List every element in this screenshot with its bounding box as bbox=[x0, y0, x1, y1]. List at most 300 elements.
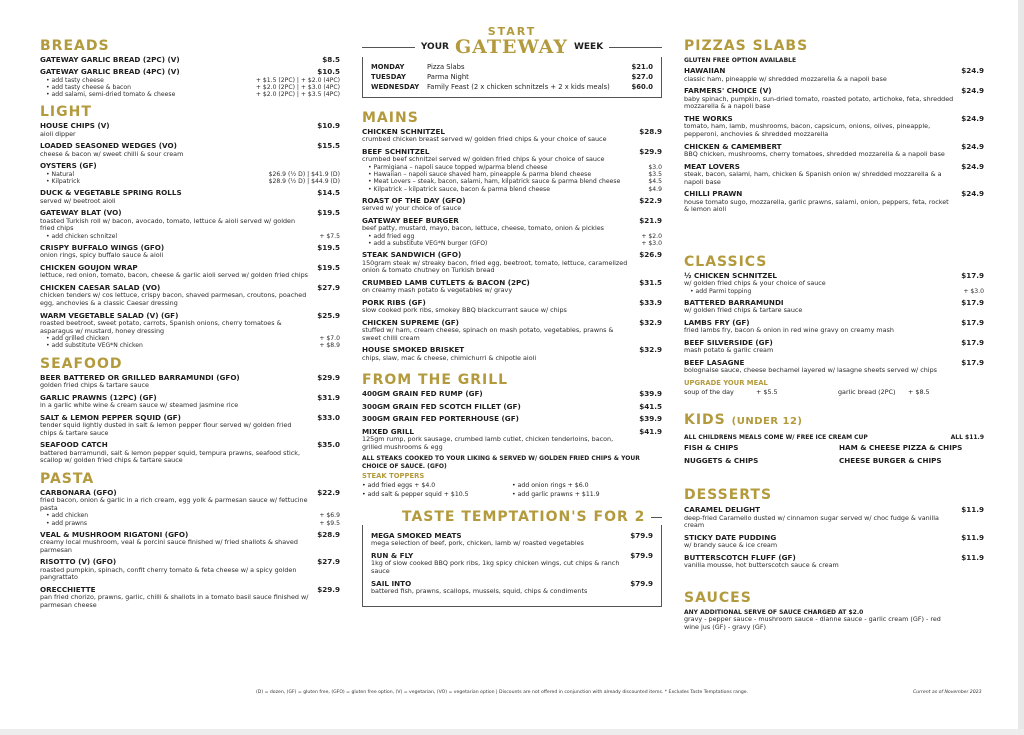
menu-item-name: MEGA SMOKED MEATS bbox=[371, 531, 462, 541]
week-your-label: YOUR bbox=[420, 42, 449, 52]
menu-item-name: BEER BATTERED OR GRILLED BARRAMUNDI (GFO) bbox=[40, 372, 240, 382]
menu-item-name: DUCK & VEGETABLE SPRING ROLLS bbox=[40, 188, 182, 198]
menu-item-row bbox=[362, 415, 662, 423]
menu-item-name: ½ CHICKEN SCHNITZEL bbox=[684, 270, 777, 280]
addon-bullet: • bbox=[368, 164, 374, 171]
menu-item-addon bbox=[40, 342, 340, 349]
addon-price: $3.0 bbox=[648, 164, 662, 171]
menu-item-name: SAIL INTO bbox=[371, 578, 412, 588]
menu-item-name: CHICKEN CAESAR SALAD (VO) bbox=[40, 283, 161, 293]
menu-item-description: served w/ beetroot aioli bbox=[40, 196, 116, 205]
menu-item-description: creamy local mushroom, veal & porcini sauce finished w/ fried shallots & shaved parmesan bbox=[40, 538, 298, 554]
menu-item bbox=[362, 299, 662, 315]
left-column bbox=[40, 38, 340, 614]
mains-heading: MAINS bbox=[362, 110, 419, 126]
menu-item bbox=[40, 162, 340, 185]
menu-item bbox=[40, 489, 340, 527]
menu-item bbox=[684, 87, 984, 111]
menu-item-price: $14.5 bbox=[317, 188, 340, 198]
pizzas-heading: PIZZAS SLABS bbox=[684, 38, 809, 54]
right-column bbox=[684, 38, 984, 631]
addon-label: add chicken bbox=[51, 512, 89, 520]
menu-item bbox=[684, 163, 984, 187]
addon-price: + $1.5 (2PC) | + $2.0 (4PC) bbox=[255, 76, 340, 84]
upgrade-row bbox=[684, 388, 984, 396]
menu-item-price: $32.9 bbox=[639, 317, 662, 327]
menu-item-name: GATEWAY BEEF BURGER bbox=[362, 215, 459, 225]
menu-item-price: $11.9 bbox=[961, 505, 984, 515]
addon-bullet: • bbox=[46, 178, 52, 186]
addon-price: $26.9 (½ D) | $41.9 (D) bbox=[268, 170, 340, 178]
addon-label: add Parmi topping bbox=[695, 287, 752, 295]
menu-item-description: beef patty, mustard, mayo, bacon, lettuce, cheese, tomato, onion & pickles bbox=[362, 224, 604, 233]
menu-item bbox=[684, 534, 984, 550]
addon-price: + $8.9 bbox=[319, 342, 340, 350]
week-special-day: MONDAY bbox=[371, 63, 405, 71]
addon-label: Hawaiian – napoli sauce shaved ham, pineapple & parma blend cheese bbox=[373, 171, 592, 179]
week-gateway-label: GATEWAY bbox=[454, 36, 568, 58]
menu-item-description: w/ golden fried chips & your choice of sauce bbox=[684, 279, 826, 288]
pizzas-list bbox=[684, 67, 984, 213]
addon-bullet: • bbox=[46, 342, 52, 350]
taste-list bbox=[371, 532, 653, 596]
week-special-day: TUESDAY bbox=[371, 73, 406, 81]
menu-item bbox=[362, 251, 662, 275]
menu-item-price: $17.9 bbox=[961, 270, 984, 280]
pasta-heading: PASTA bbox=[40, 470, 95, 487]
menu-item-price: $27.9 bbox=[317, 557, 340, 567]
menu-item-description: toasted Turkish roll w/ bacon, avocado, tomato, lettuce & aioli served w/ golden fried chips bbox=[40, 216, 296, 233]
sauces-text: gravy - pepper sauce - mushroom sauce - dianne sauce - garlic cream (GF) - red wine jus (GF) - gravy (GF) bbox=[684, 615, 941, 631]
menu-item-price: $39.9 bbox=[639, 389, 662, 399]
menu-item-name: ROAST OF THE DAY (GFO) bbox=[362, 195, 466, 205]
menu-item-name: 300GM GRAIN FED PORTERHOUSE (GF) bbox=[362, 414, 519, 424]
menu-item-price: $27.9 bbox=[317, 283, 340, 293]
menu-item bbox=[40, 244, 340, 260]
menu-item-addon bbox=[40, 335, 340, 342]
menu-item-price: $79.9 bbox=[630, 531, 653, 541]
menu-item-price: $22.9 bbox=[639, 195, 662, 205]
addon-left bbox=[46, 520, 87, 527]
menu-item-description: onion rings, spicy buffalo sauce & aioli bbox=[40, 251, 164, 260]
menu-item-addon bbox=[40, 77, 340, 84]
addon-price: + $7.5 bbox=[319, 232, 340, 240]
grill-list bbox=[362, 390, 662, 451]
menu-item-price: $24.9 bbox=[961, 141, 984, 151]
desserts-list bbox=[684, 506, 984, 570]
menu-item bbox=[684, 67, 984, 83]
addon-left bbox=[368, 171, 591, 178]
menu-item-row bbox=[40, 122, 340, 130]
addon-label: add salami, semi-dried tomato & cheese bbox=[51, 91, 176, 99]
menu-item bbox=[40, 264, 340, 280]
menu-item bbox=[40, 122, 340, 138]
addon-price: + $3.0 bbox=[963, 287, 984, 295]
steak-topper-item: • add garlic prawns + $11.9 bbox=[512, 491, 600, 499]
taste-section bbox=[362, 509, 662, 607]
seafood-list bbox=[40, 374, 340, 465]
steak-topper-item: • add onion rings + $6.0 bbox=[512, 482, 589, 490]
week-title bbox=[362, 37, 662, 57]
menu-item-price: $19.5 bbox=[317, 243, 340, 253]
addon-bullet: • bbox=[46, 170, 52, 178]
week-special-row bbox=[371, 62, 653, 72]
addon-left bbox=[690, 288, 751, 295]
menu-item-addon bbox=[362, 171, 662, 178]
kids-note: ALL CHILDRENS MEALS COME W/ FREE ICE CREAM CUP bbox=[684, 433, 868, 441]
upgrade-soup-price: + $5.5 bbox=[756, 387, 778, 396]
menu-item-price: $19.5 bbox=[317, 263, 340, 273]
breads-heading: BREADS bbox=[40, 38, 110, 54]
menu-item-price: $33.9 bbox=[639, 297, 662, 307]
menu-item-description: classic ham, pineapple w/ shredded mozzarella & a napoli base bbox=[684, 74, 887, 83]
menu-item-name: CARBONARA (GFO) bbox=[40, 487, 117, 497]
steak-toppers-col-2 bbox=[512, 481, 662, 499]
menu-item-description: steak, bacon, salami, ham, chicken & Spanish onion w/ shredded mozzarella & a napoli base bbox=[684, 170, 942, 186]
addon-price: + $9.5 bbox=[319, 519, 340, 527]
menu-item bbox=[684, 359, 984, 375]
menu-item-name: CHICKEN SCHNITZEL bbox=[362, 127, 445, 136]
taste-title-row bbox=[362, 509, 662, 525]
kids-title: KIDS bbox=[684, 411, 726, 428]
menu-item-description: roasted beetroot, sweet potato, carrots, Spanish onions, cherry tomatoes & asparagus w/ mustard, honey dressing bbox=[40, 319, 282, 335]
menu-item-addon bbox=[362, 178, 662, 185]
menu-item-price: $25.9 bbox=[317, 310, 340, 320]
kids-heading bbox=[684, 412, 984, 430]
page-edge-bottom bbox=[0, 729, 1024, 735]
menu-item-name: CHILLI PRAWN bbox=[684, 189, 743, 199]
addon-price: $28.9 (½ D) | $44.9 (D) bbox=[268, 178, 340, 186]
addon-price: $4.5 bbox=[648, 178, 662, 186]
menu-item-name: GATEWAY GARLIC BREAD (2PC) (V) bbox=[40, 55, 180, 64]
addon-price: $4.9 bbox=[648, 185, 662, 193]
menu-item-description: mash potato & garlic cream bbox=[684, 346, 774, 355]
page-edge-right bbox=[1018, 0, 1024, 735]
classics-list bbox=[684, 272, 984, 375]
menu-item bbox=[371, 552, 653, 576]
addon-left bbox=[46, 171, 74, 178]
upgrade-soup: soup of the day bbox=[684, 387, 734, 396]
menu-item-name: SEAFOOD CATCH bbox=[40, 440, 108, 450]
menu-item-price: $32.9 bbox=[639, 345, 662, 355]
addon-bullet: • bbox=[368, 178, 374, 186]
week-specials-rows bbox=[371, 62, 653, 92]
desserts-heading: DESSERTS bbox=[684, 487, 773, 504]
menu-item bbox=[684, 319, 984, 335]
menu-item bbox=[362, 415, 662, 423]
menu-item-description: tender squid lightly dusted in salt & lemon pepper flour served w/ golden fried chips & tartare sauce bbox=[40, 421, 292, 437]
addon-price: + $7.0 bbox=[319, 335, 340, 343]
menu-item-description: chicken tenders w/ cos lettuce, crispy bacon, shaved parmesan, croutons, poached egg, anchovies & a classic Caesar dressing bbox=[40, 291, 307, 308]
steak-topper-item: • add salt & pepper squid + $10.5 bbox=[362, 491, 469, 499]
menu-item-price: $39.9 bbox=[639, 414, 662, 424]
upgrade-heading: UPGRADE YOUR MEAL bbox=[684, 378, 768, 387]
grill-heading: FROM THE GRILL bbox=[362, 372, 509, 389]
week-start-label: START bbox=[487, 25, 537, 38]
menu-item-name: SALT & LEMON PEPPER SQUID (GF) bbox=[40, 412, 181, 422]
addon-left bbox=[46, 178, 80, 185]
menu-item-addon bbox=[362, 186, 662, 193]
addon-label: Meat Lovers – steak, bacon, salami, ham, kilpatrick sauce & parma blend cheese bbox=[373, 178, 621, 186]
menu-item-price: $41.9 bbox=[639, 426, 662, 436]
menu-item bbox=[40, 586, 340, 610]
menu-item-description: aioli dipper bbox=[40, 129, 76, 138]
menu-item bbox=[684, 115, 984, 139]
kids-item: CHEESE BURGER & CHIPS bbox=[839, 455, 942, 465]
menu-item-price: $33.0 bbox=[317, 412, 340, 422]
menu-item bbox=[40, 56, 340, 64]
week-title-rule-right bbox=[609, 47, 662, 48]
taste-title-rule bbox=[651, 517, 662, 518]
menu-item-name: GARLIC PRAWNS (12PC) (GF) bbox=[40, 392, 157, 402]
menu-item bbox=[684, 272, 984, 295]
menu-item-name: BEEF SILVERSIDE (GF) bbox=[684, 337, 773, 347]
week-title-rule-left bbox=[362, 47, 415, 48]
menu-item-price: $11.9 bbox=[961, 552, 984, 562]
addon-label: Parmigiana – napoli sauce topped w/parma blend cheese bbox=[373, 164, 548, 171]
menu-item-addon bbox=[40, 233, 340, 240]
menu-item-description: fried bacon, onion & garlic in a rich cream, egg yolk & parmesan sauce w/ fettucine pasta bbox=[40, 496, 308, 512]
kids-item: FISH & CHIPS bbox=[684, 443, 739, 453]
addon-label: add prawns bbox=[51, 519, 88, 527]
menu-item-row bbox=[40, 68, 340, 76]
menu-item-description: golden fried chips & tartare sauce bbox=[40, 381, 149, 390]
addon-left bbox=[46, 84, 131, 91]
menu-item-description: roasted pumpkin, spinach, confit cherry tomato & feta cheese w/ a spicy golden pangrattato bbox=[40, 565, 297, 582]
menu-item-name: THE WORKS bbox=[684, 114, 733, 123]
menu-item-price: $29.9 bbox=[639, 147, 662, 156]
menu-item-description: tomato, ham, lamb, mushrooms, bacon, capsicum, onions, olives, pineapple, pepperoni, anchovies & shredded mozzarella bbox=[684, 122, 931, 138]
addon-price: + $6.9 bbox=[319, 512, 340, 520]
menu-item-name: HAWAIIAN bbox=[684, 66, 726, 76]
menu-item-description: in a garlic white wine & cream sauce w/ steamed jasmine rice bbox=[40, 401, 239, 410]
menu-item-price: $15.5 bbox=[317, 141, 340, 151]
addon-label: Kilpatrick – kilpatrick sauce, bacon & parma blend cheese bbox=[373, 185, 550, 193]
breads-list bbox=[40, 56, 340, 98]
menu-item bbox=[40, 312, 340, 350]
addon-left bbox=[368, 233, 414, 240]
menu-item-description: battered barramundi, salt & lemon pepper squid, tempura prawns, seafood stick, scallop w/ golden fried chips & tartare sauce bbox=[40, 448, 300, 465]
menu-item-addon bbox=[362, 240, 662, 247]
menu-item-name: PORK RIBS (GF) bbox=[362, 297, 426, 307]
menu-item-price: $24.9 bbox=[961, 66, 984, 76]
sauces-heading: SAUCES bbox=[684, 589, 752, 606]
menu-item-addon bbox=[684, 288, 984, 295]
menu-item bbox=[362, 279, 662, 295]
pasta-list bbox=[40, 489, 340, 610]
menu-item-row bbox=[40, 56, 340, 64]
addon-bullet: • bbox=[46, 91, 52, 99]
addon-bullet: • bbox=[368, 240, 374, 248]
addon-left bbox=[368, 164, 548, 171]
menu-item-description: baby spinach, pumpkin, sun-dried tomato, roasted potato, artichoke, feta, shredded mozzarella & a napoli base bbox=[684, 94, 954, 111]
menu-item-description: stuffed w/ ham, cream cheese, spinach on mash potato, vegetables, prawns & sweet chilli cream bbox=[362, 326, 614, 342]
menu-item bbox=[362, 346, 662, 362]
menu-item-name: GATEWAY GARLIC BREAD (4PC) (V) bbox=[40, 67, 180, 77]
menu-item-name: MEAT LOVERS bbox=[684, 161, 740, 171]
classics-heading: CLASSICS bbox=[684, 253, 768, 270]
menu-item-price: $10.9 bbox=[317, 121, 340, 131]
steak-toppers bbox=[362, 481, 662, 499]
menu-item-name: CARAMEL DELIGHT bbox=[684, 505, 761, 515]
menu-item-name: RUN & FLY bbox=[371, 551, 414, 561]
menu-item-description: cheese & bacon w/ sweet chilli & sour cream bbox=[40, 149, 184, 158]
menu-item-description: lettuce, red onion, tomato, bacon, cheese & garlic aioli served w/ golden fried chips bbox=[40, 271, 309, 280]
steak-topper-item: • add fried eggs + $4.0 bbox=[362, 482, 436, 490]
menu-item-addon bbox=[40, 84, 340, 91]
menu-item-name: CRUMBED LAMB CUTLETS & BACON (2PC) bbox=[362, 277, 530, 287]
menu-item-price: $24.9 bbox=[961, 189, 984, 199]
menu-item-price: $10.5 bbox=[317, 67, 340, 77]
menu-item-price: $26.9 bbox=[639, 250, 662, 260]
week-specials-box bbox=[362, 57, 662, 98]
addon-label: Natural bbox=[51, 170, 75, 178]
menu-item-description: BBQ chicken, mushrooms, cherry tomatoes, shredded mozzarella & a napoli base bbox=[684, 150, 945, 158]
menu-item-description: bolognaise sauce, cheese bechamel layered w/ lasagne sheets served w/ chips bbox=[684, 366, 937, 375]
addon-left bbox=[46, 512, 88, 519]
menu-item-name: CHICKEN & CAMEMBERT bbox=[684, 141, 782, 151]
menu-item-description: vanilla mousse, hot butterscotch sauce & cream bbox=[684, 561, 839, 570]
menu-item-price: $17.9 bbox=[961, 317, 984, 327]
addon-bullet: • bbox=[690, 287, 696, 295]
menu-item bbox=[684, 506, 984, 530]
menu-item bbox=[40, 189, 340, 205]
menu-item bbox=[40, 558, 340, 582]
taste-box bbox=[362, 525, 662, 607]
taste-heading: TASTE TEMPTATION'S FOR 2 bbox=[402, 509, 646, 526]
addon-left bbox=[368, 240, 487, 247]
menu-item bbox=[40, 394, 340, 410]
grill-note: ALL STEAKS COOKED TO YOUR LIKING & SERVED W/ GOLDEN FRIED CHIPS & YOUR CHOICE OF SAUCE. (GFO) bbox=[362, 455, 640, 470]
menu-item-name: 300GM GRAIN FED SCOTCH FILLET (GF) bbox=[362, 401, 521, 411]
addon-left bbox=[368, 186, 550, 193]
menu-item-description: served w/ your choice of sauce bbox=[362, 204, 462, 213]
menu-item-description: chips, slaw, mac & cheese, chimichurri & chipotle aioli bbox=[362, 353, 537, 362]
menu-item-name: VEAL & MUSHROOM RIGATONI (GFO) bbox=[40, 529, 189, 539]
menu-item-description: fried lambs fry, bacon & onion in red wine gravy on creamy mash bbox=[684, 326, 894, 335]
menu-item-name: OYSTERS (GF) bbox=[40, 161, 97, 171]
menu-item-price: $24.9 bbox=[961, 114, 984, 123]
addon-left bbox=[46, 233, 117, 240]
middle-column bbox=[362, 26, 662, 607]
menu-item bbox=[362, 428, 662, 452]
week-special-price: $27.0 bbox=[631, 73, 653, 81]
addon-bullet: • bbox=[46, 76, 52, 84]
menu-item-name: BEEF LASAGNE bbox=[684, 357, 745, 367]
menu-item bbox=[684, 554, 984, 570]
addon-bullet: • bbox=[368, 185, 374, 193]
menu-item bbox=[684, 339, 984, 355]
menu-item-price: $28.9 bbox=[317, 529, 340, 539]
menu-item-description: 150gram steak w/ streaky bacon, fried egg, beetroot, tomato, lettuce, caramelized onion & tomato chutney on Turkish bread bbox=[362, 258, 628, 275]
week-special-row bbox=[371, 82, 653, 92]
menu-item-name: LAMBS FRY (GF) bbox=[684, 317, 750, 327]
menu-item bbox=[684, 143, 984, 159]
addon-label: add tasty cheese bbox=[51, 76, 104, 84]
addon-label: add substitute VEG*N chicken bbox=[51, 342, 143, 350]
menu-item-description: mega selection of beef, pork, chicken, lamb w/ roasted vegetables bbox=[371, 539, 584, 548]
upgrade-bread-price: + $8.5 bbox=[908, 387, 930, 396]
steak-toppers-col-1 bbox=[362, 481, 512, 499]
menu-item bbox=[40, 374, 340, 390]
addon-price: $3.5 bbox=[648, 171, 662, 179]
menu-item bbox=[684, 190, 984, 214]
seafood-heading: SEAFOOD bbox=[40, 355, 123, 372]
mains-list bbox=[362, 128, 662, 362]
menu-item-price: $19.5 bbox=[317, 208, 340, 218]
addon-left bbox=[46, 77, 104, 84]
menu-item-name: BEEF SCHNITZEL bbox=[362, 147, 430, 156]
menu-item bbox=[40, 209, 340, 240]
addon-bullet: • bbox=[46, 232, 52, 240]
menu-item-price: $17.9 bbox=[961, 337, 984, 347]
menu-item-addon bbox=[40, 512, 340, 519]
menu-item-name: STEAK SANDWICH (GFO) bbox=[362, 250, 462, 260]
menu-item-price: $35.0 bbox=[317, 440, 340, 450]
menu-item-name: BUTTERSCOTCH FLUFF (GF) bbox=[684, 552, 796, 562]
menu-item-description: deep-fried Caramello dusted w/ cinnamon sugar served w/ choc fudge & vanilla cream bbox=[684, 513, 939, 530]
menu-item bbox=[40, 284, 340, 308]
addon-price: + $2.0 (2PC) | + $3.0 (4PC) bbox=[255, 84, 340, 92]
menu-item bbox=[362, 148, 662, 193]
menu-item-price: $24.9 bbox=[961, 161, 984, 171]
addon-left bbox=[46, 342, 143, 349]
menu-item-name: CRISPY BUFFALO WINGS (GFO) bbox=[40, 243, 165, 253]
addon-left bbox=[368, 178, 620, 185]
menu-item-description: 125gm rump, pork sausage, crumbed lamb cutlet, chicken tenderloins, bacon, grilled mushrooms & egg bbox=[362, 435, 614, 451]
menu-item-price: $29.9 bbox=[317, 372, 340, 382]
menu-item-price: $17.9 bbox=[961, 297, 984, 307]
menu-item-name: FARMERS' CHOICE (V) bbox=[684, 86, 772, 96]
menu-item-row bbox=[362, 403, 662, 411]
addon-bullet: • bbox=[368, 171, 374, 179]
menu-item-price: $31.5 bbox=[639, 277, 662, 287]
menu-item-price: $28.9 bbox=[639, 127, 662, 136]
week-special-price: $60.0 bbox=[631, 83, 653, 91]
menu-item-description: slow cooked pork ribs, smokey BBQ blackcurrant sauce w/ chips bbox=[362, 306, 567, 315]
kids-items bbox=[684, 444, 984, 465]
menu-item-row bbox=[40, 162, 340, 170]
menu-item-description: crumbed chicken breast served w/ golden fried chips & your choice of sauce bbox=[362, 135, 607, 144]
kids-subtitle: (UNDER 12) bbox=[731, 415, 803, 427]
menu-item-addon bbox=[362, 233, 662, 240]
menu-item bbox=[362, 390, 662, 398]
menu-item-name: STICKY DATE PUDDING bbox=[684, 532, 777, 542]
footer-current: Current as of November 2023 bbox=[913, 690, 982, 695]
week-special-price: $21.0 bbox=[631, 63, 653, 71]
menu-item-name: RISOTTO (V) (GFO) bbox=[40, 557, 117, 567]
addon-bullet: • bbox=[46, 335, 52, 343]
menu-item bbox=[40, 441, 340, 465]
menu-item-addon bbox=[40, 520, 340, 527]
menu-item-price: $41.5 bbox=[639, 401, 662, 411]
week-special-row bbox=[371, 72, 653, 82]
menu-item-addon bbox=[40, 178, 340, 185]
addon-bullet: • bbox=[46, 519, 52, 527]
addon-bullet: • bbox=[46, 512, 52, 520]
menu-item-description: pan fried chorizo, prawns, garlic, chilli & shallots in a tomato basil sauce finished w/ parmesan cheese bbox=[40, 593, 309, 609]
menu-item bbox=[362, 128, 662, 144]
menu-item bbox=[40, 414, 340, 438]
addon-price: + $3.0 bbox=[641, 240, 662, 248]
upgrade-bread: garlic bread (2PC) bbox=[838, 387, 896, 396]
kids-note-row bbox=[684, 434, 984, 441]
menu-item-description: crumbed beef schnitzel served w/ golden fried chips & your choice of sauce bbox=[362, 155, 605, 164]
menu-item-name: BATTERED BARRAMUNDI bbox=[684, 297, 784, 307]
menu-item-price: $11.9 bbox=[961, 532, 984, 542]
menu-item-addon bbox=[40, 91, 340, 98]
addon-price: + $2.0 bbox=[641, 232, 662, 240]
